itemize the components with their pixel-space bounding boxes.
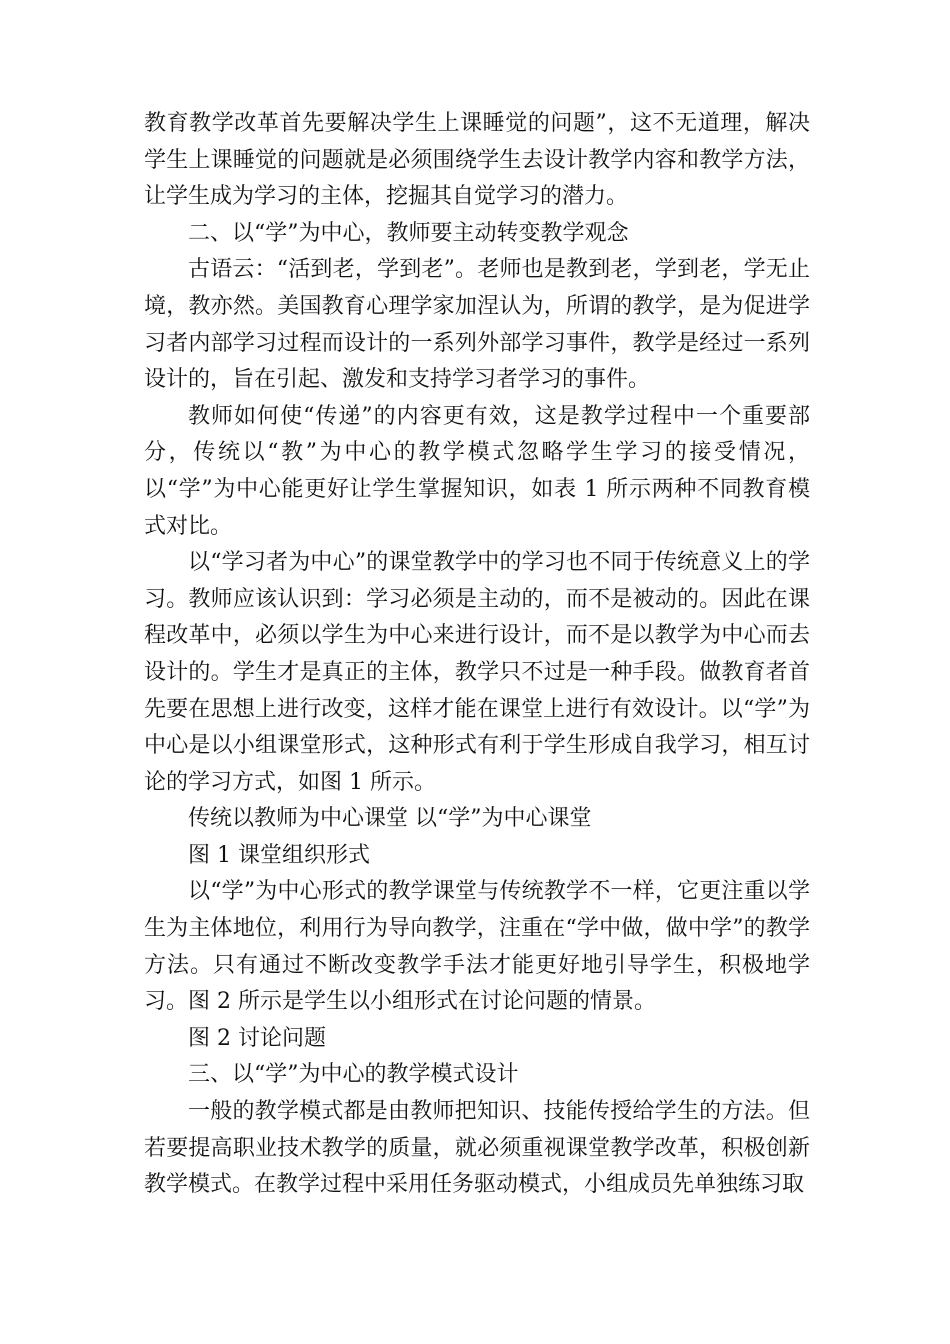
figure-caption: 图 1 课堂组织形式 xyxy=(188,842,370,868)
figure-labels: 传统以教师为中心课堂 以“学”为中心课堂 xyxy=(188,806,592,832)
body-paragraph: 教育教学改革首先要解决学生上课睡觉的问题”，这不无道理，解决学生上课睡觉的问题就是必须围绕学生去设计教学内容和教学方法，让学生成为学习的主体，挖掘其自觉学习的潜力。 xyxy=(144,111,810,210)
document-body xyxy=(144,106,810,1204)
body-paragraph: 一般的教学模式都是由教师把知识、技能传授给学生的方法。但若要提高职业技术教学的质量，就必须重视课堂教学改革，积极创新教学模式。在教学过程中采用任务驱动模式，小组成员先单独练习取 xyxy=(144,1099,810,1198)
body-paragraph: 以“学习者为中心”的课堂教学中的学习也不同于传统意义上的学习。教师应该认识到：学习必须是主动的，而不是被动的。因此在课程改革中，必须以学生为中心来进行设计，而不是以教学为中心而去设计的。学生才是真正的主体，教学只不过是一种手段。做教育者首先要在思想上进行改变，这样才能在课堂上进行有效设计。以“学”为中心是以小组课堂形式，这种形式有利于学生形成自我学习，相互讨论的学习方式，如图 1 所示。 xyxy=(144,550,810,795)
body-paragraph: 古语云：“活到老，学到老”。老师也是教到老，学到老，学无止境，教亦然。美国教育心理学家加涅认为，所谓的教学，是为促进学习者内部学习过程而设计的一系列外部学习事件，教学是经过一系列设计的，旨在引起、激发和支持学习者学习的事件。 xyxy=(144,257,810,393)
figure-caption: 图 2 讨论问题 xyxy=(188,1025,326,1051)
section-heading: 二、以“学”为中心，教师要主动转变教学观念 xyxy=(188,220,629,246)
body-paragraph: 教师如何使“传递”的内容更有效，这是教学过程中一个重要部分，传统以“教”为中心的教学模式忽略学生学习的接受情况，以“学”为中心能更好让学生掌握知识，如表 1 所示两种不同教育模式对比。 xyxy=(144,403,810,539)
section-heading: 三、以“学”为中心的教学模式设计 xyxy=(188,1062,519,1088)
body-paragraph: 以“学”为中心形式的教学课堂与传统教学不一样，它更注重以学生为主体地位，利用行为导向教学，注重在“学中做，做中学”的教学方法。只有通过不断改变教学手法才能更好地引导学生，积极地学习。图 2 所示是学生以小组形式在讨论问题的情景。 xyxy=(144,879,810,1015)
